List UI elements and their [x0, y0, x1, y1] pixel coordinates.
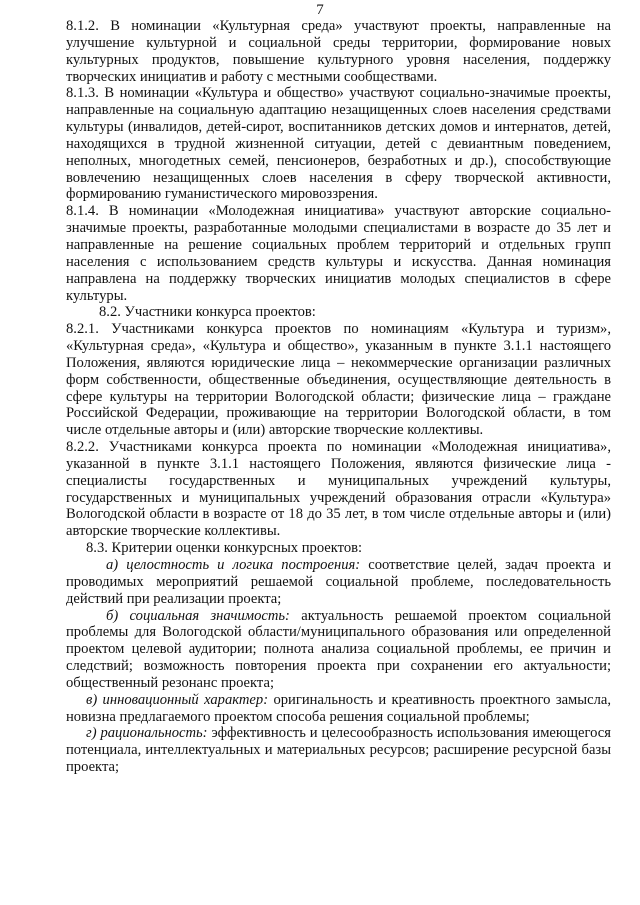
paragraph-8-1-4: 8.1.4. В номинации «Молодежная инициатива» участвуют авторские социально-значимые проекты, разработанные молодыми специалистами в возрасте до 35 лет и направленные на решение социальных проблем территорий и отдельных групп населения с использованием средств культуры и искусства. Данная номинация направлена на поддержку творческих инициатив молодых специалистов в сфере культуры.: [66, 203, 611, 304]
criterion-text: оригинальность и креативность проектного замысла, новизна предлагаемого проектом способа решения социальной проблемы;: [66, 691, 611, 725]
criterion-item: [66, 692, 611, 726]
criterion-term: в) инновационный характер:: [86, 691, 269, 708]
criterion-item: [66, 557, 611, 608]
paragraph-8-2-2: 8.2.2. Участниками конкурса проекта по номинации «Молодежная инициатива», указанной в пункте 3.1.1 настоящего Положения, являются физические лица - специалисты государственных и муниципальных учреждений культуры, государственных и муниципальных учреждений образования отрасли «Культура» Вологодской области в возрасте от 18 до 35 лет, в том числе отдельные авторы и (или) авторские творческие коллективы.: [66, 439, 611, 540]
paragraph-8-1-2: 8.1.2. В номинации «Культурная среда» участвуют проекты, направленные на улучшение культурной и социальной среды территории, формирование новых культурных продуктов, повышение культурного уровня населения, поддержку творческих инициатив и работу с местными сообществами.: [66, 18, 611, 85]
paragraph-8-1-3: 8.1.3. В номинации «Культура и общество» участвуют социально-значимые проекты, направленные на социальную адаптацию незащищенных слоев населения средствами культуры (инвалидов, детей-сирот, воспитанников детских домов и интернатов, детей, находящихся в трудной жизненной ситуации, детей с девиантным поведением, неполных, многодетных семей, пенсионеров, безработных и др.), способствующие вовлечению незащищенных слоев населения в сферу творческой активности, формированию гуманистического мировоззрения.: [66, 85, 611, 203]
criterion-text: актуальность решаемой проектом социальной проблемы для Вологодской области/муниципального образования или определенной проектом целевой аудитории; полнота анализа социальной проблемы, ее причин и следствий; возможность повторения проекта при сохранении его актуальности; общественный резонанс проекта;: [66, 607, 611, 691]
criterion-item: [66, 608, 611, 692]
criterion-item: [66, 725, 611, 776]
paragraph-8-2-1: 8.2.1. Участниками конкурса проектов по номинациям «Культура и туризм», «Культурная среда», «Культура и общество», указанным в пункте 3.1.1 настоящего Положения, являются юридические лица – некоммерческие организации различных форм собственности, общественные объединения, осуществляющие деятельность в сфере культуры на территории Вологодской области; физические лица – граждане Российской Федерации, проживающие на территории Вологодской области, в том числе отдельные авторы и (или) авторские творческие коллективы.: [66, 321, 611, 439]
section-heading-8-3: 8.3. Критерии оценки конкурсных проектов:: [86, 540, 363, 557]
section-heading-8-2: 8.2. Участники конкурса проектов:: [99, 304, 316, 321]
criterion-text: эффективность и целесообразность использования имеющегося потенциала, интеллектуальных и материальных ресурсов; расширение ресурсной базы проекта;: [66, 725, 611, 776]
criterion-text: соответствие целей, задач проекта и проводимых мероприятий решаемой социальной проблеме, последовательность действий при реализации проекта;: [66, 557, 612, 607]
criterion-term: г) рациональность:: [86, 725, 208, 742]
criterion-term: а) целостность и логика построения:: [106, 557, 361, 573]
document-body: [66, 18, 611, 776]
page-number: 7: [316, 2, 324, 18]
criterion-term: б) социальная значимость:: [106, 607, 290, 624]
